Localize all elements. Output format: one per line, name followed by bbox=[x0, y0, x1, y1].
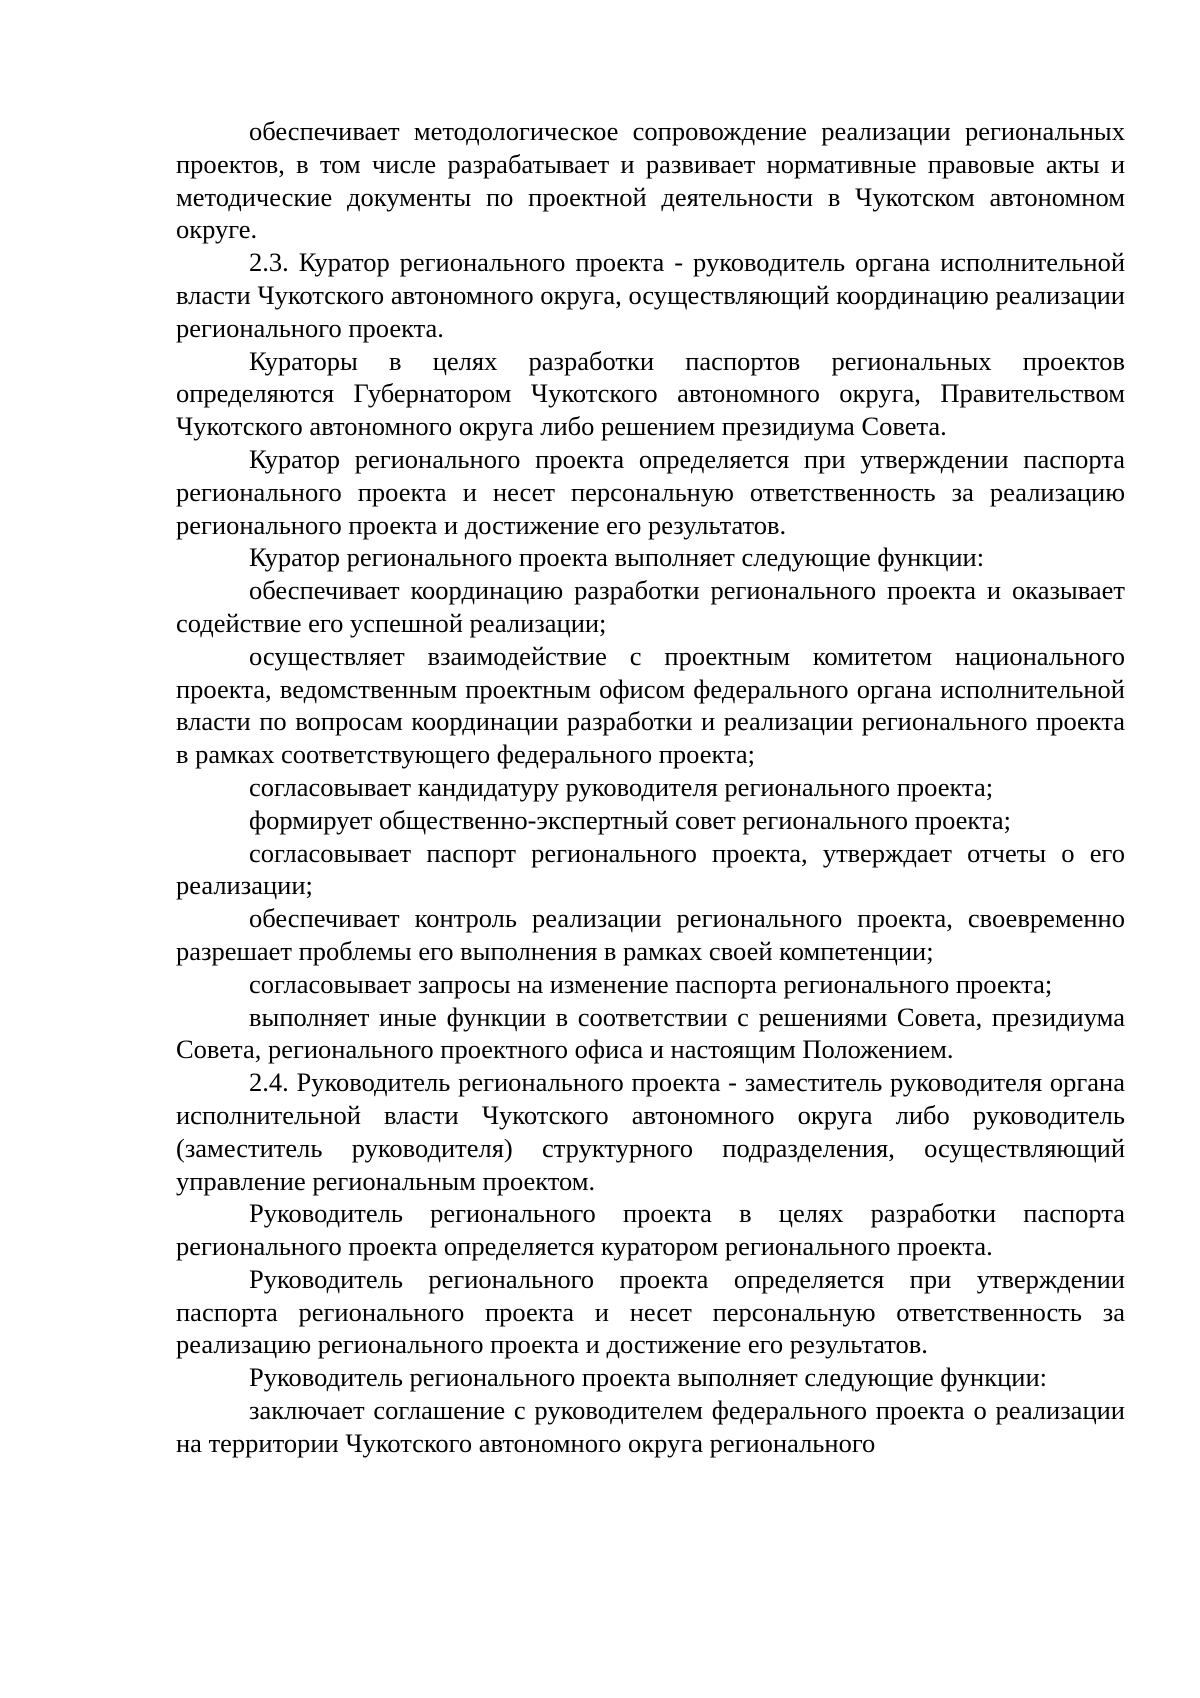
paragraph: осуществляет взаимодействие с проектным комитетом национального проекта, ведомственным проектным офисом федерального органа исполнительной власти по вопросам координации разработки и реализации регионального проекта в рамках соответствующего федерального проекта; bbox=[176, 640, 1125, 770]
paragraph: согласовывает паспорт регионального проекта, утверждает отчеты о его реализации; bbox=[176, 837, 1125, 901]
paragraph: обеспечивает методологическое сопровождение реализации региональных проектов, в том числе разрабатывает и развивает нормативные правовые акты и методические документы по проектной деятельности в Чукотском автономном округе. bbox=[176, 116, 1125, 245]
paragraph: Руководитель регионального проекта выполняет следующие функции: bbox=[249, 1362, 1048, 1393]
paragraph: Куратор регионального проекта выполняет следующие функции: bbox=[249, 542, 985, 573]
paragraph: обеспечивает контроль реализации регионального проекта, своевременно разрешает проблемы его выполнения в рамках своей компетенции; bbox=[176, 903, 1125, 966]
paragraph: формирует общественно-экспертный совет регионального проекта; bbox=[249, 804, 1011, 835]
paragraph: заключает соглашение с руководителем федерального проекта о реализации на территории Чукотского автономного округа регионального bbox=[176, 1395, 1125, 1458]
paragraph: Руководитель регионального проекта в целях разработки паспорта регионального проекта определяется куратором регионального проекта. bbox=[176, 1198, 1125, 1262]
paragraph: 2.4. Руководитель регионального проекта - заместитель руководителя органа исполнительной власти Чукотского автономного округа либо руководитель (заместитель руководителя) структурного подразделения, осуществляющий управление региональным проектом. bbox=[176, 1067, 1125, 1196]
document-body bbox=[176, 115, 1125, 1460]
paragraph: Куратор регионального проекта определяется при утверждении паспорта регионального проекта и несет персональную ответственность за реализацию регионального проекта и достижение его результатов. bbox=[176, 443, 1125, 540]
paragraph: 2.3. Куратор регионального проекта - руководитель органа исполнительной власти Чукотского автономного округа, осуществляющий координацию реализации регионального проекта. bbox=[176, 247, 1125, 343]
paragraph: согласовывает запросы на изменение паспорта регионального проекта; bbox=[249, 968, 1053, 999]
paragraph: Кураторы в целях разработки паспортов региональных проектов определяются Губернатором Чукотского автономного округа, Правительством Чукотского автономного округа либо решением президиума Совета. bbox=[176, 345, 1125, 442]
paragraph: выполняет иные функции в соответствии с решениями Совета, президиума Совета, регионального проектного офиса и настоящим Положением. bbox=[176, 1001, 1125, 1065]
paragraph: обеспечивает координацию разработки регионального проекта и оказывает содействие его успешной реализации; bbox=[176, 575, 1125, 638]
paragraph: согласовывает кандидатуру руководителя регионального проекта; bbox=[249, 771, 994, 802]
paragraph: Руководитель регионального проекта определяется при утверждении паспорта регионального проекта и несет персональную ответственность за реализацию регионального проекта и достижение его результатов. bbox=[176, 1263, 1125, 1360]
